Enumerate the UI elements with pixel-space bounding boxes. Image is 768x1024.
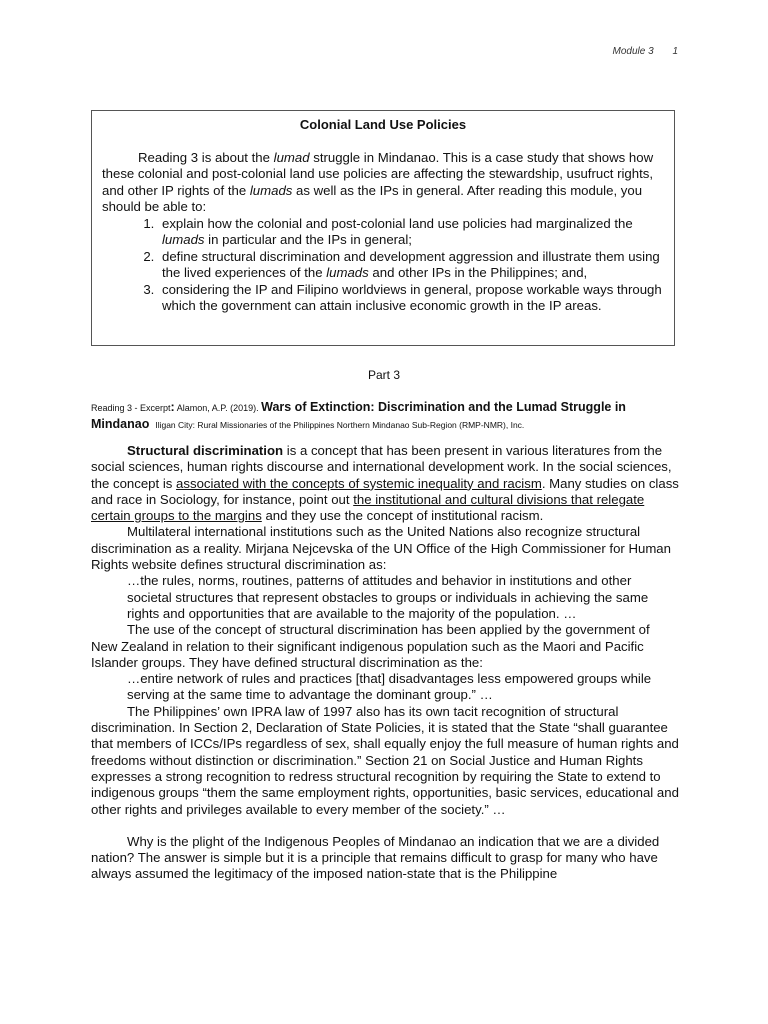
intro-text: as well as the IPs in general. After reading this module, you should be able to:: [102, 182, 643, 214]
citation-author: Alamon, A.P. (2019).: [174, 403, 262, 413]
block-quote: …entire network of rules and practices [that] disadvantages less empowered groups while serving at the same time to advantage the dominant group.” …: [127, 671, 652, 703]
reading-citation: [91, 399, 681, 433]
objectives-intro: [102, 150, 664, 216]
objectives-box: [91, 110, 675, 346]
citation-book-title: Wars of Extinction: Discrimination and the Lumad Struggle in Mindanao: [91, 400, 626, 431]
intro-text: Reading 3 is about the: [138, 149, 274, 165]
paragraph: The Philippines’ own IPRA law of 1997 also has its own tacit recognition of structural discrimination. In Section 2, Declaration of State Policies, it is stated that the State “shall guarantee that members of ICCs/IPs regardless of sex, shall equally enjoy the full measure of human rights and freedoms without distinction or discrimination.” Section 21 on Social Justice and Human Rights expresses a strong recognition to redress structural recognition by requiring the State to extend to indigenous groups “them the same employment rights, opportunities, basic services, educational and other rights and privileges available to every member of the society.” …: [91, 703, 679, 817]
paragraph: The use of the concept of structural discrimination has been applied by the government of New Zealand in relation to their significant indigenous population such as the Maori and Pacific Islander groups. They have defined structural discrimination as the:: [91, 622, 650, 670]
objective-item: 3. considering the IP and Filipino worldviews in general, propose workable ways through which the government can attain inclusive economic growth in the IP areas.: [158, 282, 664, 315]
term-structural-discrimination: Structural discrimination: [127, 443, 284, 458]
page-header: [613, 46, 678, 57]
intro-emphasis: lumad: [273, 149, 310, 165]
objectives-list: [102, 216, 664, 315]
objectives-title: Colonial Land Use Policies: [299, 117, 467, 132]
objective-item: 2. define structural discrimination and development aggression and illustrate them using the lived experiences of the lumads and other IPs in the Philippines; and,: [158, 249, 664, 282]
module-label: Module 3: [612, 46, 654, 57]
citation-colon: :: [170, 400, 175, 414]
citation-publisher: Iligan City: Rural Missionaries of the Philippines Northern Mindanao Sub-Region (RMP-NMR), Inc.: [155, 420, 525, 430]
paragraph: Structural discrimination is a concept that has been present in various literatures from the social sciences, human rights discourse and international development work. In the social sciences, the concept is associated with the concepts of systemic inequality and racism. Many studies on class and race in Sociology, for instance, point out the institutional and cultural divisions that relegate certain groups to the margins and they use the concept of institutional racism.: [91, 443, 679, 524]
objective-item: 1. explain how the colonial and post-colonial land use policies had marginalized the lumads in particular and the IPs in general;: [158, 216, 664, 249]
underlined-phrase: associated with the concepts of systemic inequality and racism: [176, 475, 542, 491]
paragraph: Multilateral international institutions such as the United Nations also recognize structural discrimination as a reality. Mirjana Nejcevska of the UN Office of the High Commissioner for Human Rights website defines structural discrimination as:: [91, 524, 671, 573]
citation-lead: Reading 3 - Excerpt: [91, 403, 171, 413]
intro-emphasis: lumads: [249, 182, 293, 198]
paragraph: Why is the plight of the Indigenous Peoples of Mindanao an indication that we are a divided nation? The answer is simple but it is a principle that remains difficult to grasp for many who have always assumed the legitimacy of the imposed nation-state that is the Philippine: [91, 833, 660, 882]
intro-text: struggle in Mindanao. This is a case study that shows how these colonial and post-colonial land use policies are affecting the stewardship, usufruct rights, and other IP rights of the: [102, 149, 654, 198]
underlined-phrase: the institutional and cultural divisions that relegate certain groups to the margins: [91, 491, 645, 524]
reading-body: [91, 443, 679, 883]
page-number: 1: [672, 46, 678, 57]
block-quote: …the rules, norms, routines, patterns of attitudes and behavior in institutions and other societal structures that represent obstacles to groups or individuals in achieving the same rights and opportunities that are available to the majority of the population. …: [127, 573, 649, 621]
part-label: Part 3: [367, 368, 400, 382]
